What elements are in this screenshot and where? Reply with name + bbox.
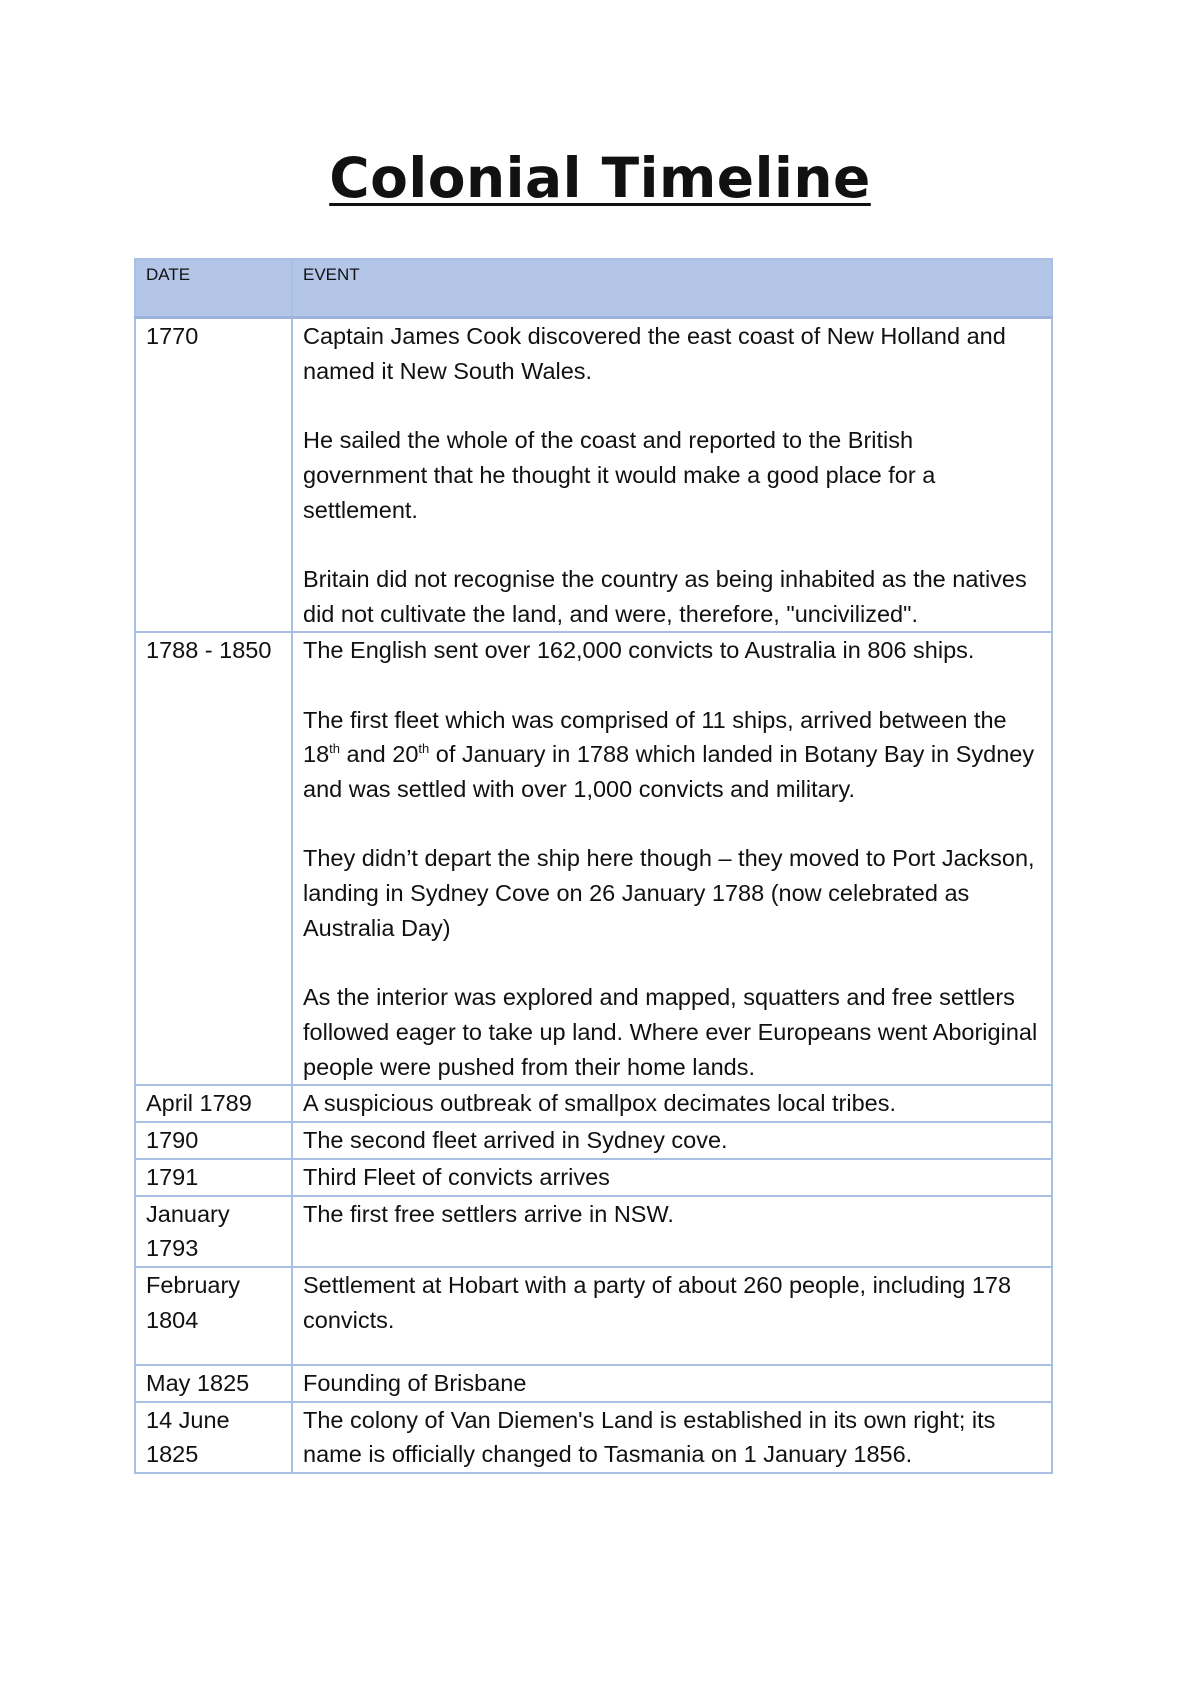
event-paragraph: Founding of Brisbane [303,1369,527,1396]
date-cell: April 1789 [135,1085,292,1122]
date-cell: 1790 [135,1122,292,1159]
event-cell [292,1159,1052,1196]
event-paragraph: Captain James Cook discovered the east coast of New Holland and named it New South Wales. [303,323,1006,384]
event-paragraph: As the interior was explored and mapped, squatters and free settlers followed eager to take up land. Where ever Europeans went Aboriginal people were pushed from their home lands. [303,984,1038,1080]
event-paragraph: The second fleet arrived in Sydney cove. [303,1127,728,1154]
timeline-body [135,318,1052,1474]
table-row [135,318,1052,633]
table-row [135,1267,1052,1365]
event-cell [292,318,1052,633]
event-paragraph: Settlement at Hobart with a party of about 260 people, including 178 convicts. [303,1271,1012,1333]
table-row [135,1159,1052,1196]
event-paragraph: He sailed the whole of the coast and reported to the British government that he thought it would make a good place for a settlement. [303,427,936,523]
table-row [135,1085,1052,1122]
event-paragraph: Third Fleet of convicts arrives [303,1163,610,1190]
date-cell: 14 June 1825 [135,1402,292,1473]
event-cell [292,1196,1052,1267]
event-paragraph: Britain did not recognise the country as being inhabited as the natives did not cultivate the land, and were, therefore, "uncivilized". [303,565,1027,627]
date-cell: 1791 [135,1159,292,1196]
event-paragraph: The colony of Van Diemen's Land is established in its own right; its name is officially changed to Tasmania on 1 January 1856. [303,1406,996,1468]
event-cell [292,1267,1052,1365]
event-cell [292,1402,1052,1473]
table-row [135,1196,1052,1267]
event-paragraph: A suspicious outbreak of smallpox decimates local tribes. [303,1090,897,1117]
table-header-row [135,259,1052,318]
event-column-header: EVENT [292,259,1052,318]
event-paragraph: The first free settlers arrive in NSW. [303,1200,674,1227]
timeline-table [134,258,1053,1474]
date-cell: 1788 - 1850 [135,632,292,1085]
page-title: Colonial Timeline [329,146,871,210]
event-paragraph: The first fleet which was comprised of 11 ships, arrived between the 18th and 20th of January in 1788 which landed in Botany Bay in Sydney and was settled with over 1,000 convicts and military. [303,706,1035,803]
date-cell: May 1825 [135,1365,292,1402]
table-row [135,1365,1052,1402]
event-paragraph: They didn’t depart the ship here though – they moved to Port Jackson, landing in Sydney Cove on 26 January 1788 (now celebrated as Australia Day) [303,845,1035,941]
date-cell: January 1793 [135,1196,292,1267]
event-cell [292,1365,1052,1402]
date-cell: February 1804 [135,1267,292,1365]
event-cell [292,1085,1052,1122]
table-row [135,1122,1052,1159]
event-cell [292,1122,1052,1159]
date-column-header: DATE [135,259,292,318]
table-row [135,632,1052,1085]
date-cell: 1770 [135,318,292,633]
event-cell [292,632,1052,1085]
event-paragraph: The English sent over 162,000 convicts to Australia in 806 ships. [303,637,975,664]
table-row [135,1402,1052,1473]
